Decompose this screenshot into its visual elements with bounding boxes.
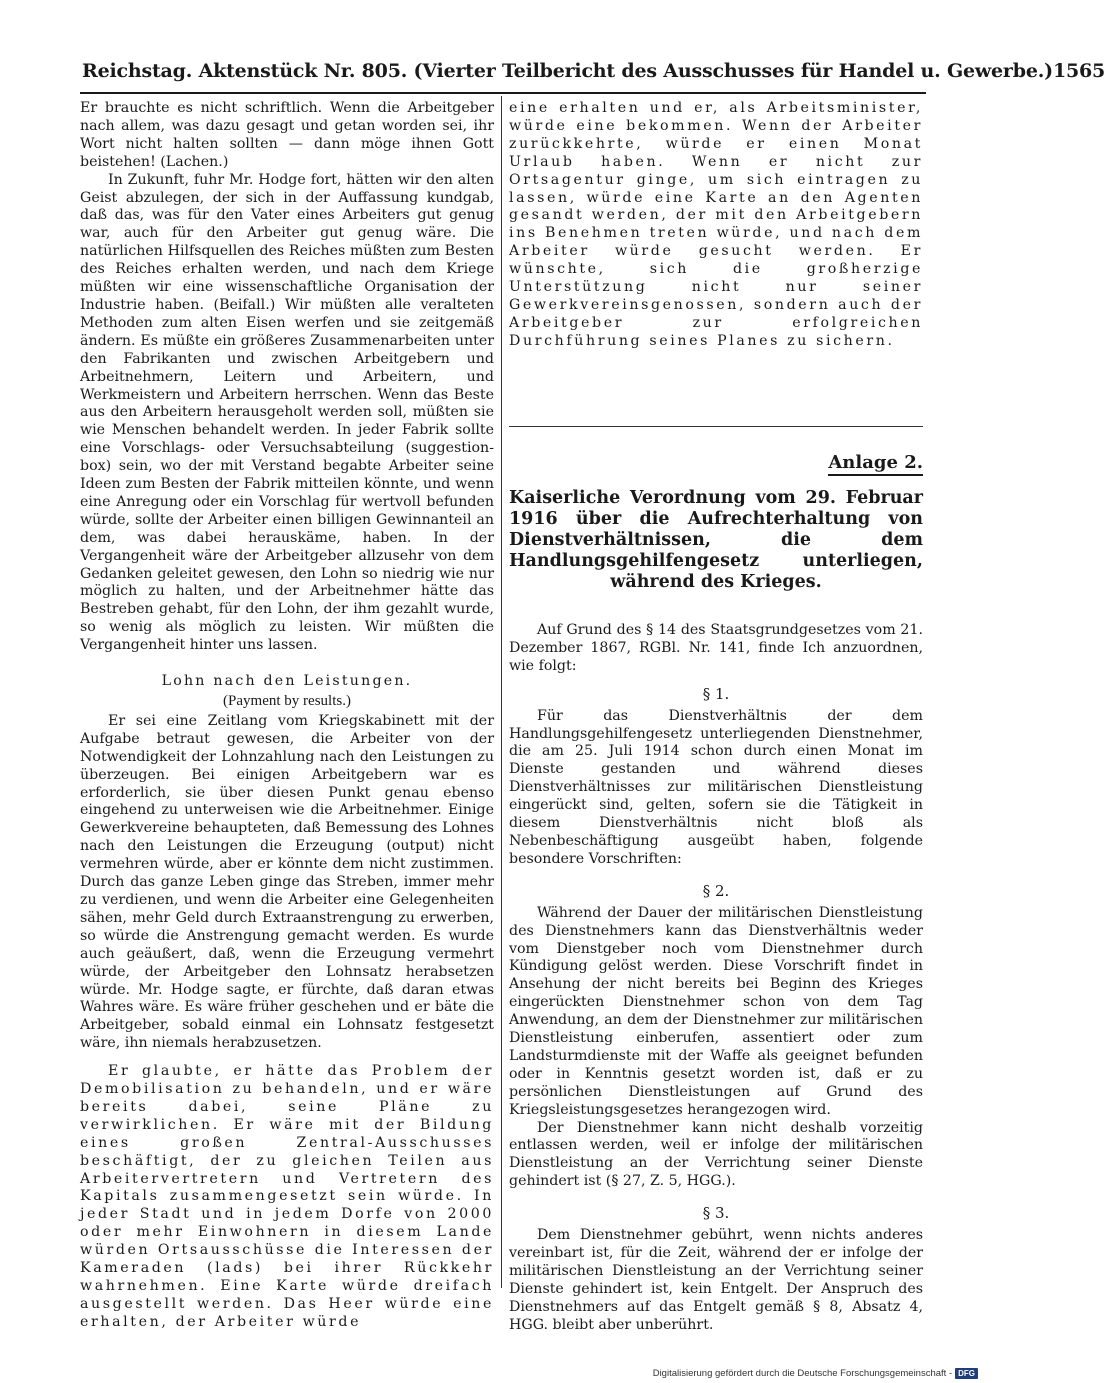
section-rule xyxy=(509,426,923,427)
dfg-logo: DFG xyxy=(955,1368,978,1379)
paragraph: In Zukunft, fuhr Mr. Hodge fort, hätten wir den alten Geist abzulegen, der sich in der Auffassung kundgab, daß das, was für den Vater eines Arbeiters gut genug war, auch für den Arbeiter gut genug wäre. Die natürlichen Hilfsquellen des Reiches müßten zum Besten des Reiches erhalten werden, und nach dem Kriege müßten wir eine wissenschaftliche Organisation der Industrie haben. (Beifall.) Wir müßten alle veralteten Methoden zum alten Eisen werfen und sie zeitgemäß ändern. Es müßte ein größeres Zusammenarbeiten unter den Fabrikanten und zwischen Arbeitgebern und Arbeitnehmern, Leitern und Arbeitern, und Werkmeistern und Arbeitern herrschen. Wenn das Beste aus den Arbeitern herausgeholt werden soll, müßten sie wie Menschen behandelt werden. In jeder Fabrik sollte eine Vorschlags- oder Versuchsabteilung (suggestion-box) sein, wo der mit Verstand begabte Arbeiter seine Ideen zum Besten der Fabrik mitteilen könnte, und wenn eine Anregung oder ein Vorschlag für wertvoll befunden würde, sollte der Arbeiter einen billigen Gewinnanteil an dem, was dabei herauskäme, haben. In der Vergangenheit wäre der Arbeitgeber allzusehr von dem Gedanken geleitet gewesen, den Lohn so niedrig wie nur möglich zu halten, und der Arbeitnehmer hätte das Bestreben gehabt, für den Lohn, der ihm gezahlt wurde, so wenig als möglich zu leisten. Wir müßten die Vergangenheit hinter uns lassen. xyxy=(80,171,494,654)
page-number: 1565 xyxy=(1052,60,1105,82)
running-header xyxy=(82,60,1105,82)
decree-title: Kaiserliche Verordnung vom 29. Februar 1916 über die Aufrechterhaltung von Dienstverhältnissen, die dem Handlungsgehilfengesetz unterliegen, während des Krieges. xyxy=(509,488,923,592)
section-heading: Lohn nach den Leistungen. xyxy=(161,673,413,690)
footer-text: Digitalisierung gefördert durch die Deutsche Forschungsgemeinschaft - xyxy=(652,1368,953,1379)
decree-preamble: Auf Grund des § 14 des Staatsgrundgesetzes vom 21. Dezember 1867, RGBl. Nr. 141, finde Ich anzuordnen, wie folgt: xyxy=(509,622,923,674)
paragraph: Er brauchte es nicht schriftlich. Wenn die Arbeitgeber nach allem, was dazu gesagt und getan worden sei, ihr Wort nicht halten sollten — dann möge ihnen Gott beistehen! (Lachen.) xyxy=(80,100,494,170)
paragraph: Er sei eine Zeitlang vom Kriegskabinett mit der Aufgabe betraut gewesen, die Arbeiter von der Notwendigkeit der Lohnzahlung nach den Leistungen zu überzeugen. Bei einigen Arbeitgebern war es erforderlich, sie über diesen Punkt genau ebenso eingehend zu unterweisen wie die Arbeitnehmer. Einige Gewerkvereine behaupteten, daß Bemessung des Lohnes nach den Leistungen die Erzeugung (output) nicht vermehren würde, aber er könnte dem nicht zustimmen. Durch das ganze Leben ginge das Streben, immer mehr zu verdienen, und wenn die Arbeiter eine Gelegenheiten sähen, mehr Geld durch Extraanstrengung zu erwerben, so würde die Anstrengung gemacht werden. Es wurde auch geäußert, daß, wenn die Erzeugung vermehrt würde, der Arbeitgeber den Lohnsatz herabsetzen würde. Mr. Hodge sagte, er fürchte, daß daran etwas Wahres wäre. Es wäre früher geschehen und er bäte die Arbeitgeber, sobald einmal ein Lohnsatz festgesetzt wäre, ihn niemals herabzusetzen. xyxy=(80,712,494,1052)
digitization-footer xyxy=(653,1368,978,1379)
column-divider xyxy=(501,96,502,1288)
right-column xyxy=(509,100,923,351)
header-rule xyxy=(80,92,926,94)
header-title: Reichstag. Aktenstück Nr. 805. (Vierter Teilbericht des Ausschusses für Handel u. Gewerbe.) xyxy=(82,60,1053,82)
section-number: § 2. xyxy=(702,881,730,900)
paragraph: Für das Dienstverhältnis der dem Handlungsgehilfengesetz unterliegenden Dienstnehmer, die am 25. Juli 1914 schon durch einen Monat im Dienste gestanden und während dieses Dienstverhältnisses zur militärischen Dienstleistung eingerückt sind, gelten, sofern sie die Tätigkeit in diesem Dienstverhältnis nicht bloß als Nebenbeschäftigung ausgeübt haben, folgende besondere Vorschriften: xyxy=(509,707,923,867)
appendix-label-wrap xyxy=(509,452,923,476)
section-number: § 3. xyxy=(702,1204,730,1223)
left-column xyxy=(80,100,494,1332)
appendix-label: Anlage 2. xyxy=(828,452,923,476)
paragraph: Der Dienstnehmer kann nicht deshalb vorzeitig entlassen werden, weil er infolge der militärischen Dienstleistung an der Verrichtung seiner Dienste gehindert ist (§ 27, Z. 5, HGG.). xyxy=(509,1119,923,1190)
paragraph: eine erhalten und er, als Arbeitsminister, würde eine bekommen. Wenn der Arbeiter zurückkehrte, würde er einen Monat Urlaub haben. Wenn er nicht zur Ortsagentur ginge, um sich eintragen zu lassen, würde eine Karte an den Agenten gesandt werden, der mit den Arbeitgebern ins Benehmen treten würde, und nach dem Arbeiter würde gesucht werden. Er wünschte, sich die großherzige Unterstützung nicht nur seiner Gewerkvereinsgenossen, sondern auch der Arbeitgeber zur erfolgreichen Durchführung seines Planes zu sichern. xyxy=(509,100,923,349)
section-number: § 1. xyxy=(702,684,730,703)
section-subheading: (Payment by results.) xyxy=(223,693,351,709)
paragraph: Er glaubte, er hätte das Problem der Demobilisation zu behandeln, und er wäre bereits dabei, seine Pläne zu verwirklichen. Er wäre mit der Bildung eines großen Zentral-Ausschusses beschäftigt, der zu gleichen Teilen aus Arbeitervertretern und Vertretern des Kapitals zusammengesetzt sein würde. In jeder Stadt und in jedem Dorfe von 2000 oder mehr Einwohnern in diesem Lande würden Ortsausschüsse die Interessen der Kameraden (lads) bei ihrer Rückkehr wahrnehmen. Eine Karte würde dreifach ausgestellt werden. Das Heer würde eine erhalten, der Arbeiter würde xyxy=(80,1063,494,1330)
paragraph: Während der Dauer der militärischen Dienstleistung des Dienstnehmers kann das Dienstverhältnis weder vom Dienstgeber noch vom Dienstnehmer durch Kündigung gelöst werden. Diese Vorschrift findet in Ansehung der nicht bereits bei Beginn des Krieges eingerückten Dienstnehmer schon von dem Tag Anwendung, an dem der Dienstnehmer zur militärischen Dienstleistung einberufen, assentiert oder zum Landsturmdienste mit der Waffe als geeignet befunden oder in Kenntnis gesetzt worden ist, daß er zu persönlichen Dienstleistungen auf Grund des Kriegsleistungsgesetzes herangezogen wird. xyxy=(509,904,923,1118)
decree-body xyxy=(509,622,923,1335)
paragraph: Dem Dienstnehmer gebührt, wenn nichts anderes vereinbart ist, für die Zeit, während der er infolge der militärischen Dienstleistung an der Verrichtung seiner Dienste gehindert ist, kein Entgelt. Der Anspruch des Dienstnehmers auf das Entgelt gemäß § 8, Absatz 4, HGG. bleibt aber unberührt. xyxy=(509,1227,923,1333)
